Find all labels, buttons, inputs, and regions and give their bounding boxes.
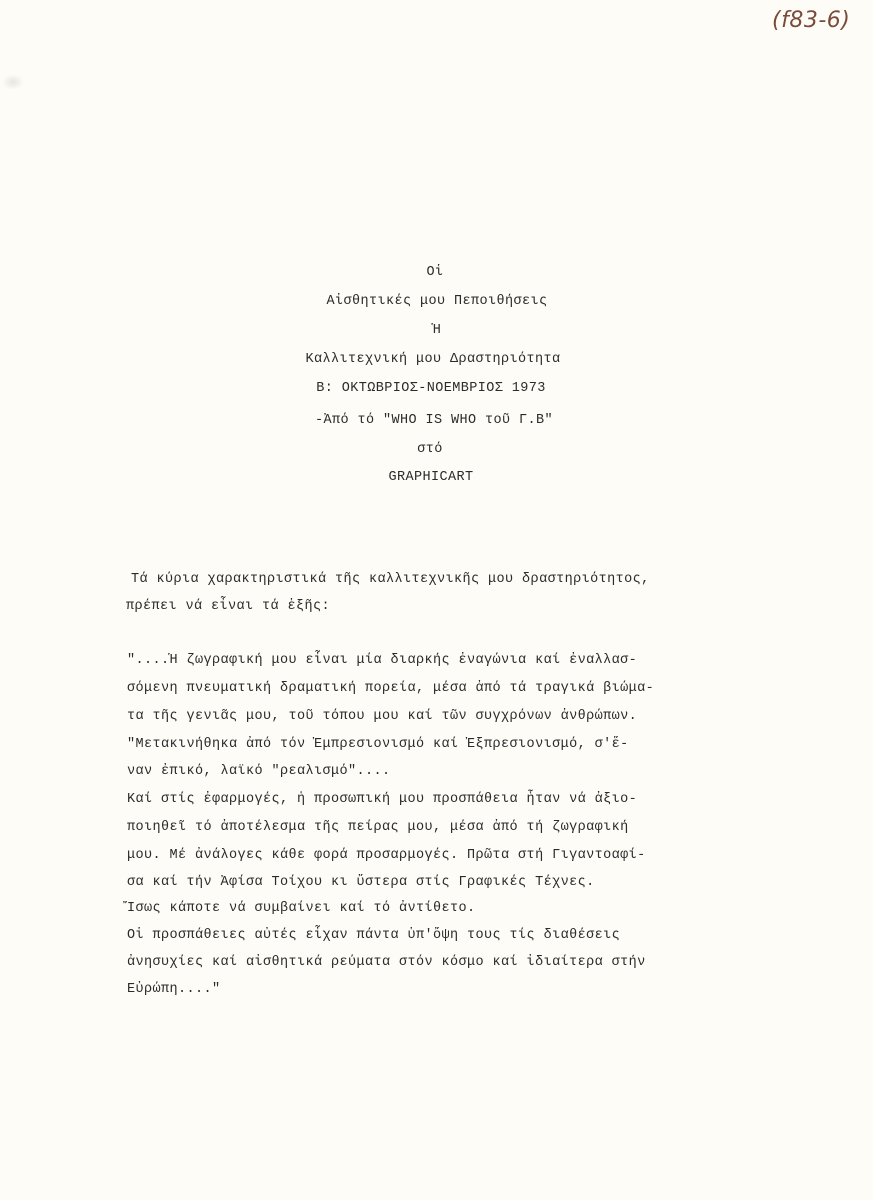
quote-line-8: μου. Μέ ἀνάλογες κάθε φορά προσαρμογές. Πρῶτα στή Γιγαντοαφί-	[127, 848, 646, 863]
quote-line-6: Καί στίς ἐφαρμογές, ἡ προσωπική μου προσπάθεια ἦταν νά ἀξιο-	[127, 792, 638, 807]
archive-reference-note: (f83-6)	[772, 8, 851, 33]
quote-line-12: ἀνησυχίες καί αἰσθητικά ρεύματα στόν κόσμο καί ἰδιαίτερα στήν	[127, 955, 646, 970]
quote-line-5: ναν ἐπικό, λαϊκό "ρεαλισμό"....	[127, 764, 391, 779]
paper-smudge	[2, 74, 24, 90]
quote-line-3: τα τῆς γενιᾶς μου, τοῦ τόπου μου καί τῶν συγχρόνων ἀνθρώπων.	[127, 709, 638, 724]
heading-line-3: Ἡ	[432, 323, 442, 338]
intro-line-2: πρέπει νά εἶναι τά ἑξῆς:	[126, 599, 331, 614]
quote-line-7: ποιηθεῖ τό ἀποτέλεσμα τῆς πείρας μου, μέσα ἀπό τή ζωγραφική	[127, 820, 629, 835]
heading-line-6: -Ἀπό τό "WHO IS WHO τοῦ Γ.Β"	[314, 413, 554, 428]
heading-line-2: Αἰσθητικές μου Πεποιθήσεις	[326, 294, 548, 309]
heading-line-5: Β: ΟΚΤΩΒΡΙΟΣ-ΝΟΕΜΒΡΙΟΣ 1973	[316, 381, 546, 396]
quote-line-9: σα καί τήν Ἀφίσα Τοίχου κι ὕστερα στίς Γραφικές Τέχνες.	[127, 875, 595, 890]
quote-line-1: "....Ἡ ζωγραφική μου εἶναι μία διαρκής ἐναγώνια καί ἐναλλασ-	[127, 653, 638, 668]
quote-line-11: Οἱ προσπάθειες αὐτές εἶχαν πάντα ὑπ'ὄψη τους τίς διαθέσεις	[127, 928, 621, 943]
quote-line-13: Εὐρώπη...."	[127, 982, 221, 997]
quote-line-2: σόμενη πνευματική δραματική πορεία, μέσα ἀπό τά τραγικά βιώμα-	[127, 681, 655, 696]
quote-line-10: Ἴσως κάποτε νά συμβαίνει καί τό ἀντίθετο.	[127, 901, 476, 916]
heading-line-4: Καλλιτεχνική μου Δραστηριότητα	[305, 352, 561, 367]
heading-line-7: στό	[417, 442, 443, 457]
heading-line-1: Οἱ	[426, 265, 444, 280]
intro-line-1: Τά κύρια χαρακτηριστικά τῆς καλλιτεχνικῆς μου δραστηριότητος,	[131, 572, 650, 587]
heading-line-8: GRAPHICART	[388, 470, 474, 485]
quote-line-4: "Μετακινήθηκα ἀπό τόν Ἐμπρεσιονισμό καί Ἐξπρεσιονισμό, σ'ἕ-	[127, 737, 629, 752]
